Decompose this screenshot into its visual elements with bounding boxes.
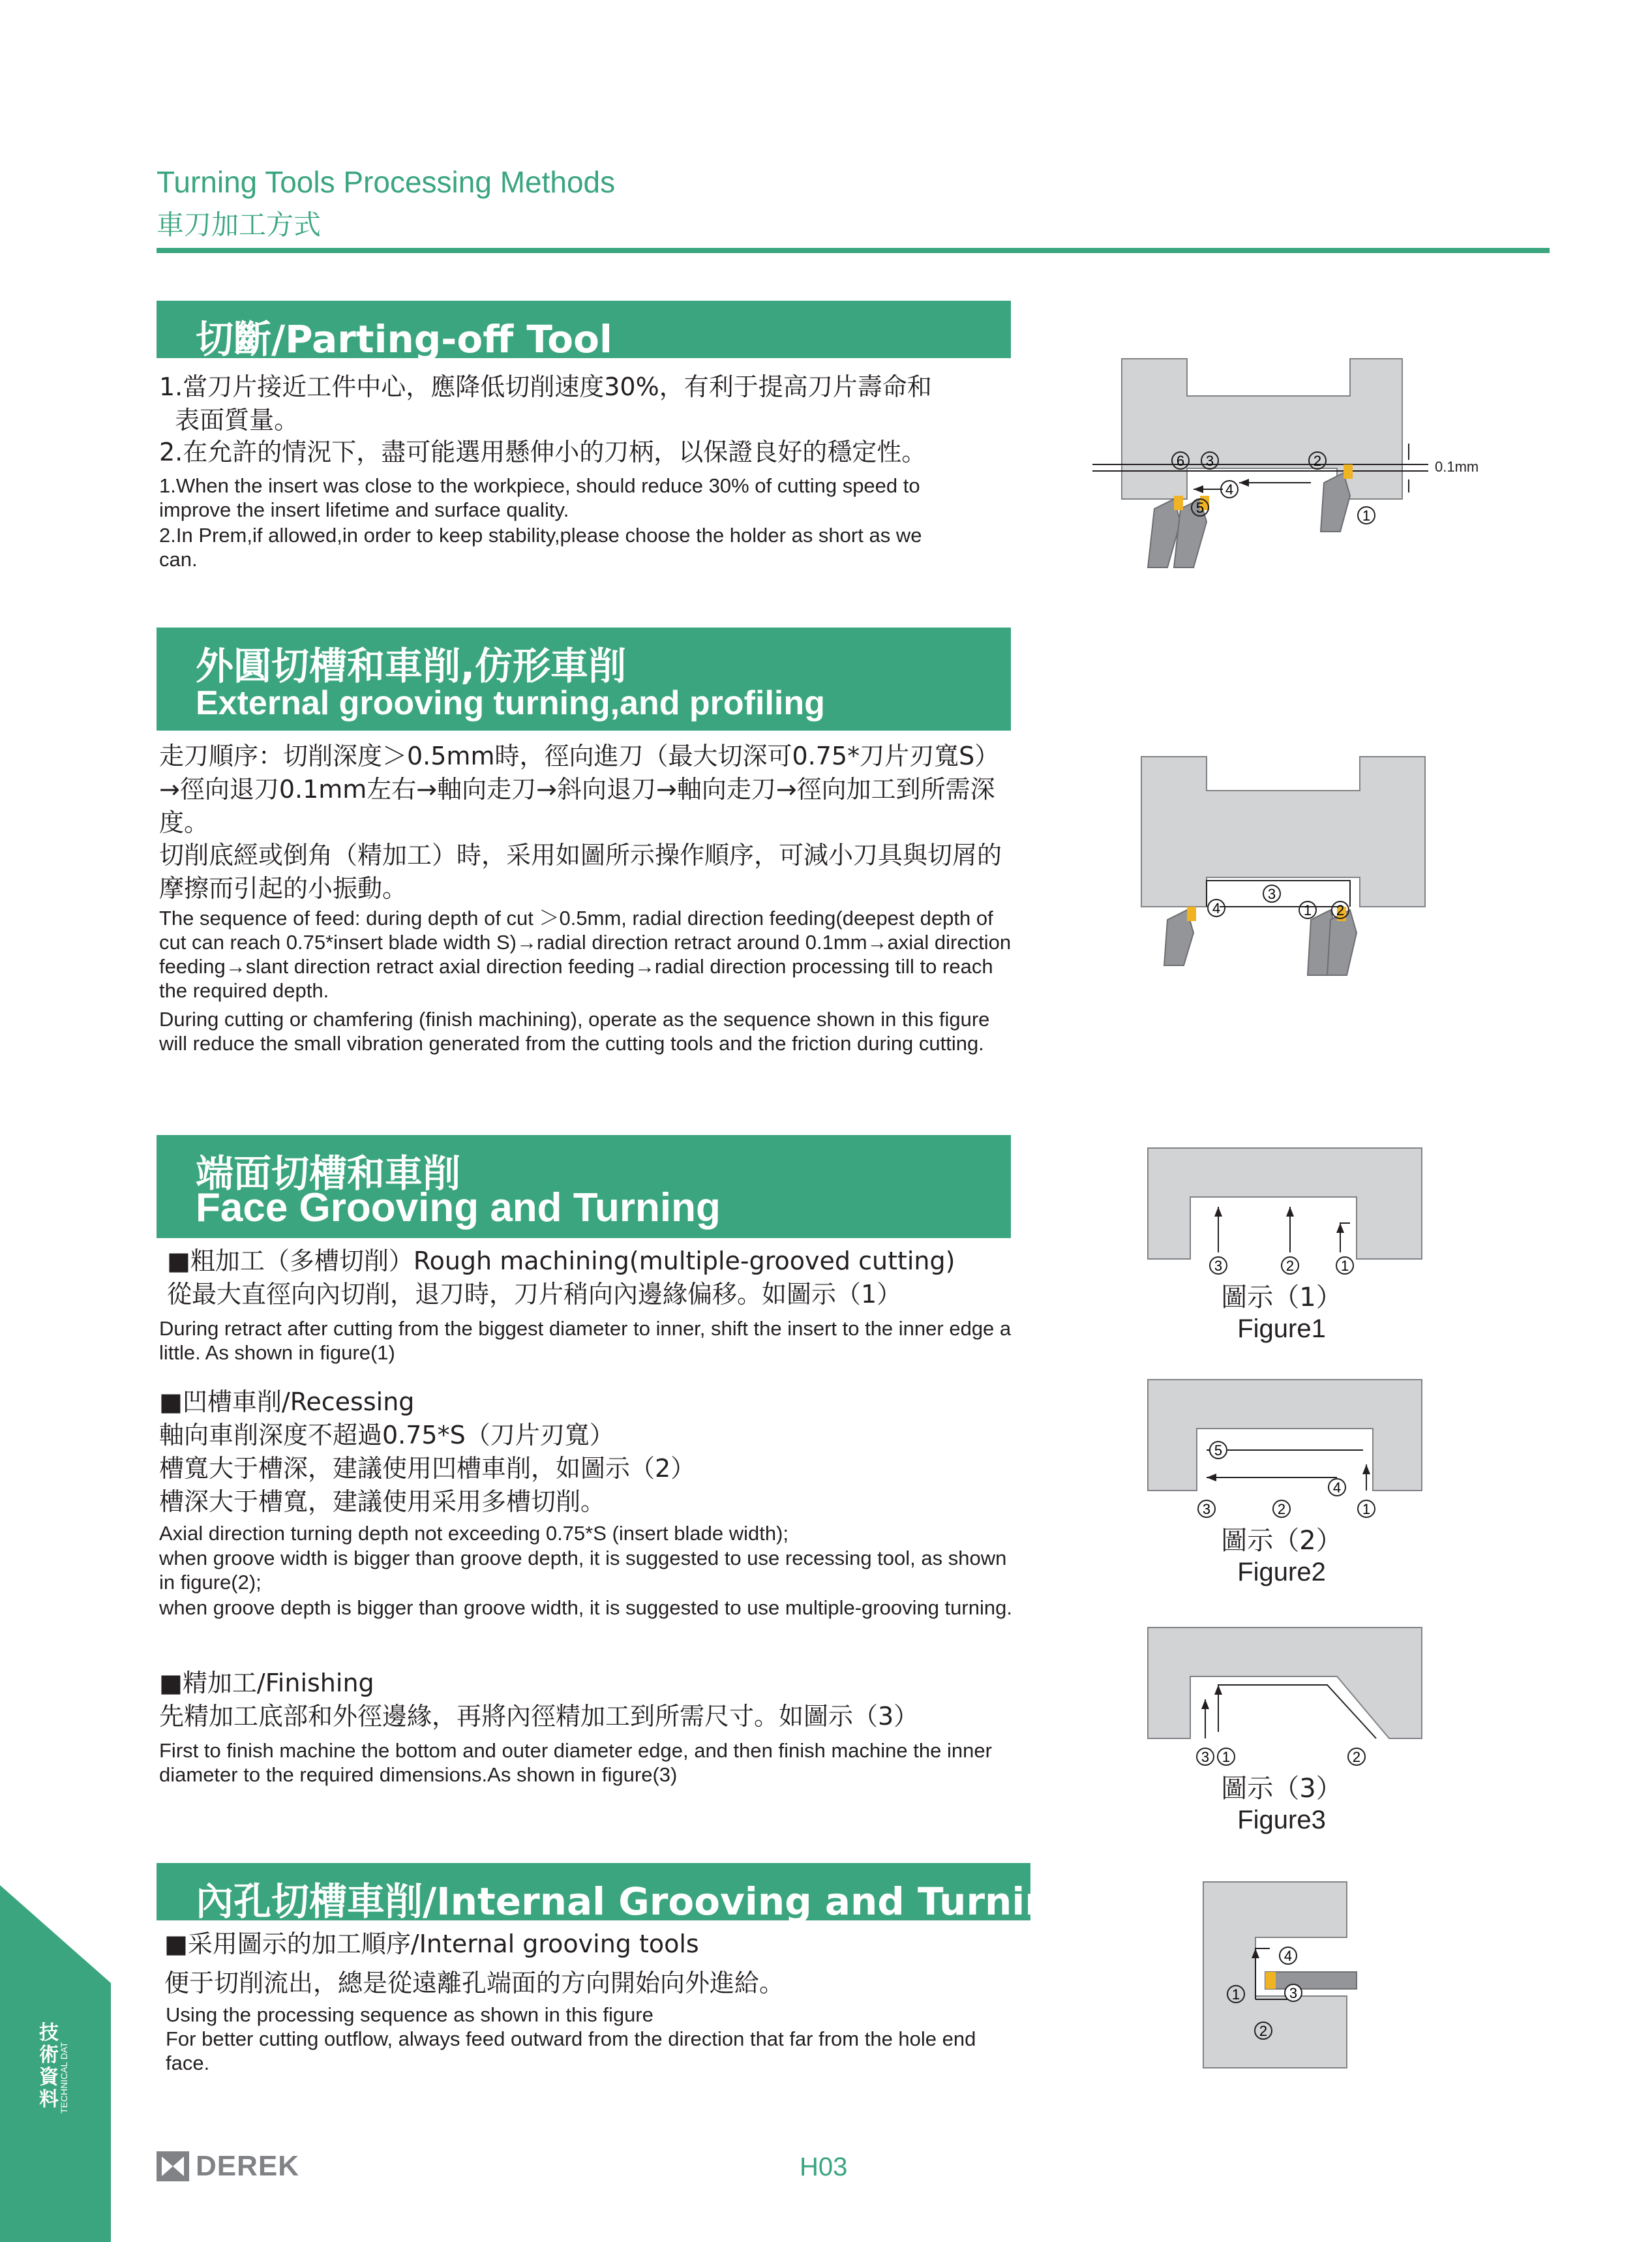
svg-text:1: 1 [1231,1986,1240,2003]
svg-text:5: 5 [1195,500,1205,516]
figure3-caption-en: Figure3 [1237,1806,1326,1834]
svg-text:2: 2 [1336,902,1345,918]
header-rule [157,248,1550,253]
svg-text:3: 3 [1214,1258,1223,1274]
face-recess-en-3: when groove depth is bigger than groove width, it is suggested to use multiple-grooving turning. [159,1596,1012,1619]
section-title-face-en: Face Grooving and Turning [196,1185,721,1230]
parting-diagram-label: 0.1mm [1435,459,1479,475]
svg-text:4: 4 [1332,1479,1342,1496]
external-en-2: During cutting or chamfering (finish machining), operate as the sequence shown in this figure will reduce the small vibration generated from the cutting tools and the friction during cutting. [159,1008,990,1055]
face-recess-title: ■凹槽車削/Recessing [159,1387,415,1416]
parting-en-2: 2.In Prem,if allowed,in order to keep stability,please choose the holder as short as we can. [159,524,922,571]
svg-text:3: 3 [1201,1749,1210,1765]
face-finish-en: First to finish machine the bottom and outer diameter edge, and then finish machine the inner diameter to the required dimensions.As shown in figure(3) [159,1739,992,1786]
internal-diagram [1197,1875,1366,2071]
section-title-internal: 內孔切槽車削/Internal Grooving and Turning [196,1879,1079,1924]
svg-text:2: 2 [1277,1501,1286,1517]
section-title-external-en: External grooving turning,and profiling [196,684,825,722]
face-figure2 [1141,1373,1435,1523]
section-title-face-zh: 端面切槽和車削 [196,1151,461,1196]
internal-en-2: For better cutting outflow, always feed outward from the direction that far from the hole end face. [166,2027,976,2074]
svg-text:1: 1 [1362,1501,1371,1517]
face-recess-zh: 軸向車削深度不超過0.75*S（刀片刃寬） 槽寬大于槽深，建議使用凹槽車削，如圖示（2） 槽深大于槽寬，建議使用采用多槽切削。 [159,1421,696,1516]
svg-text:1: 1 [1222,1749,1231,1765]
internal-line-1: ■采用圖示的加工順序/Internal grooving tools [164,1930,699,1958]
figure1-caption-zh: 圖示（1） [1221,1282,1342,1312]
section-band-face [157,1135,1011,1238]
face-rough-en: During retract after cutting from the biggest diameter to inner, shift the insert to the inner edge a little. As shown in figure(1) [159,1317,1012,1364]
header-title-zh: 車刀加工方式 [157,209,322,241]
face-figure1 [1141,1142,1435,1279]
side-tab-zh: 技術資料 [39,2022,59,2111]
parting-en-1: 1.When the insert was close to the workpiece, should reduce 30% of cutting speed to improve the insert lifetime and surface quality. [159,474,920,521]
figure2-caption-en: Figure2 [1237,1558,1326,1586]
brand-name: DEREK [196,2150,300,2182]
svg-text:2: 2 [1285,1258,1295,1274]
internal-en-1: Using the processing sequence as shown in this figure [166,2003,653,2026]
parting-diagram [1083,352,1526,587]
figure2-caption-zh: 圖示（2） [1221,1526,1342,1556]
svg-text:6: 6 [1176,453,1185,469]
external-en-1: The sequence of feed: during depth of cut ＞0.5mm, radial direction feeding(deepest depth of cut can reach 0.75*insert blade width S)→radial direction retract around 0.1mm→axial direction feeding→slant direction retract axial direction feeding→radial direction processing till to reach the required depth. [159,907,1012,1002]
internal-zh-1: 便于切削流出，總是從遠離孔端面的方向開始向外進給。 [164,1969,785,1997]
external-diagram [1135,750,1435,992]
svg-text:3: 3 [1267,886,1276,902]
face-rough-zh: 從最大直徑向內切削，退刀時，刀片稍向內邊緣偏移。如圖示（1） [167,1280,902,1309]
header-title-en: Turning Tools Processing Methods [157,165,616,199]
section-title-parting: 切斷/Parting-off Tool [196,317,612,361]
section-title-external-zh: 外圓切槽和車削,仿形車削 [196,644,627,688]
parting-zh-2: 2.在允許的情況下，盡可能選用懸伸小的刀柄，以保證良好的穩定性。 [159,438,927,466]
face-finish-zh: 先精加工底部和外徑邊緣，再將內徑精加工到所需尺寸。如圖示（3） [159,1702,919,1731]
svg-text:3: 3 [1202,1501,1211,1517]
svg-text:2: 2 [1352,1749,1361,1765]
page-number: H03 [800,2153,848,2181]
face-rough-title: ■粗加工（多槽切削）Rough machining(multiple-grooved cutting) [167,1247,955,1275]
section-band-parting [157,301,1011,361]
external-zh-2: 切削底經或倒角（精加工）時，采用如圖所示操作順序，可減小刀具與切屑的摩擦而引起的小振動。 [159,841,1002,903]
svg-text:2: 2 [1259,2023,1268,2039]
face-recess-en-1: Axial direction turning depth not exceeding 0.75*S (insert blade width); [159,1522,789,1545]
svg-text:4: 4 [1284,1948,1293,1964]
svg-text:3: 3 [1289,1985,1298,2001]
svg-text:1: 1 [1303,902,1312,918]
parting-zh-1: 1.當刀片接近工件中心，應降低切削速度30%，有利于提高刀片壽命和 表面質量。 [159,372,932,434]
svg-text:4: 4 [1212,900,1221,916]
face-figure3 [1141,1621,1435,1771]
face-recess-en-2: when groove width is bigger than groove depth, it is suggested to use recessing tool, as shown in figure(2); [159,1547,1007,1594]
section-band-internal [157,1863,1079,1924]
external-zh-1: 走刀順序：切削深度＞0.5mm時，徑向進刀（最大切深可0.75*刀片刃寬S）→徑向退刀0.1mm左右→軸向走刀→斜向退刀→軸向走刀→徑向加工到所需深度。 [159,742,1000,837]
figure3-caption-zh: 圖示（3） [1221,1774,1342,1804]
face-finish-title: ■精加工/Finishing [159,1669,374,1697]
side-tab-en: TECHNICAL DAT [59,2042,69,2113]
svg-text:3: 3 [1205,453,1214,469]
svg-text:1: 1 [1340,1258,1349,1274]
figure1-caption-en: Figure1 [1237,1314,1326,1343]
brand-logo-icon [157,2151,189,2181]
section-band-external [157,628,1011,731]
svg-text:4: 4 [1225,481,1234,498]
svg-text:2: 2 [1313,453,1322,469]
svg-text:1: 1 [1362,507,1371,524]
svg-text:5: 5 [1214,1442,1223,1459]
